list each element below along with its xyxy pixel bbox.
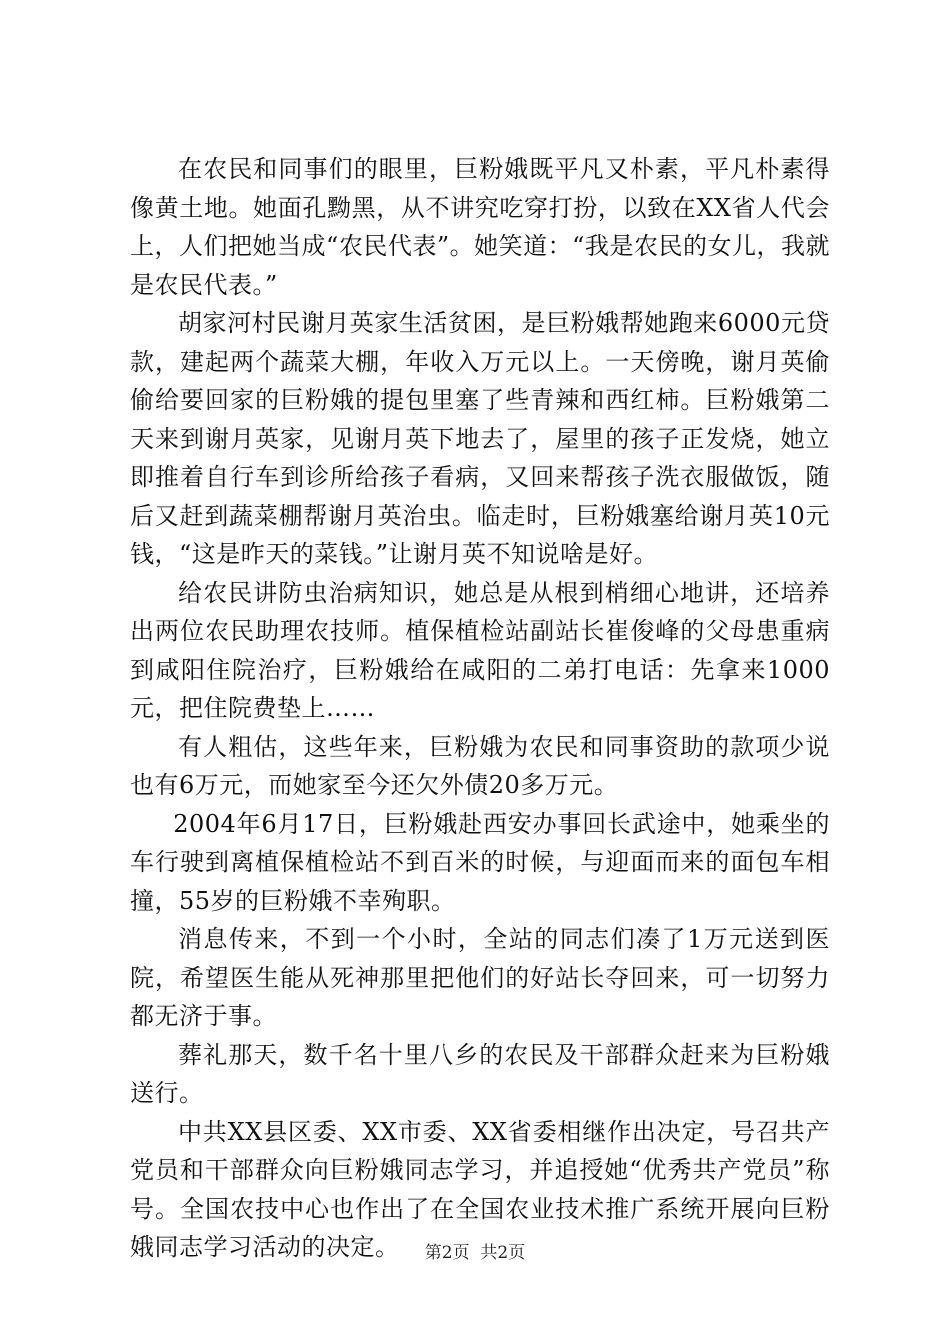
document-body <box>130 150 830 1267</box>
paragraph: 在农民和同事们的眼里，巨粉娥既平凡又朴素，平凡朴素得像黄土地。她面孔黝黑，从不讲究吃穿打扮，以致在XX省人代会上，人们把她当成“农民代表”。她笑道：“我是农民的女儿，我就是农民代表。” <box>130 155 830 299</box>
paragraph: 中共XX县区委、XX市委、XX省委相继作出决定，号召共产党员和干部群众向巨粉娥同志学习，并追授她“优秀共产党员”称号。全国农技中心也作出了在全国农业技术推广系统开展向巨粉娥同志学习活动的决定。 <box>130 1117 830 1261</box>
page-number-label: 第2页 共2页 <box>424 1243 526 1263</box>
page-footer <box>0 1242 950 1264</box>
paragraph: 2004年6月17日，巨粉娥赴西安办事回长武途中，她乘坐的车行驶到离植保植检站不到百米的时候，与迎面而来的面包车相撞，55岁的巨粉娥不幸殉职。 <box>130 809 830 915</box>
paragraph: 消息传来，不到一个小时，全站的同志们凑了1万元送到医院，希望医生能从死神那里把他们的好站长夺回来，可一切努力都无济于事。 <box>130 925 830 1030</box>
paragraph: 胡家河村民谢月英家生活贫困，是巨粉娥帮她跑来6000元贷款，建起两个蔬菜大棚，年收入万元以上。一天傍晚，谢月英偷偷给要回家的巨粉娥的提包里塞了些青辣和西红柿。巨粉娥第二天来到谢月英家，见谢月英下地去了，屋里的孩子正发烧，她立即推着自行车到诊所给孩子看病，又回来帮孩子洗衣服做饭，随后又赶到蔬菜棚帮谢月英治虫。临走时，巨粉娥塞给谢月英10元钱，“这是昨天的菜钱。”让谢月英不知说啥是好。 <box>130 309 830 568</box>
paragraph: 给农民讲防虫治病知识，她总是从根到梢细心地讲，还培养出两位农民助理农技师。植保植检站副站长崔俊峰的父母患重病到咸阳住院治疗，巨粉娥给在咸阳的二弟打电话：先拿来1000元，把住院费垫上…… <box>130 578 830 722</box>
paragraph: 葬礼那天，数千名十里八乡的农民及干部群众赶来为巨粉娥送行。 <box>130 1040 830 1107</box>
paragraph: 有人粗估，这些年来，巨粉娥为农民和同事资助的款项少说也有6万元，而她家至今还欠外债20多万元。 <box>130 732 830 799</box>
